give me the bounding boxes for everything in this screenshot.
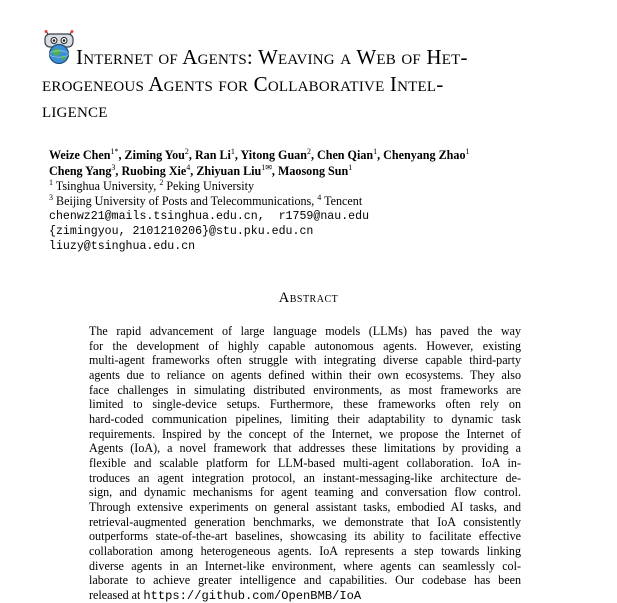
abstract-line: requirements. Inspired by the concept of the Internet, we propose the Internet of: [89, 426, 521, 441]
paper-title: [42, 44, 582, 124]
abstract-line: diverse agents in an Internet-like environment, where agents can seamlessly col-: [89, 558, 521, 573]
author-name: Maosong Sun: [277, 163, 349, 178]
abstract-line: flexible and scalable platform for LLM-based multi-agent collaboration. IoA in-: [89, 455, 521, 470]
title-line: Internet of Agents: Weaving a Web of Het-: [76, 45, 468, 69]
author-sup: 1: [465, 146, 470, 156]
author-line: Weize Chen$^{1*}$, Ziming You$^2$, Ran Li$^1$, Yitong Guan$^2$, Chen Qian$^1$, Chenyang Zhao$^1$: [49, 146, 470, 162]
author-name: Cheng Yang: [49, 163, 112, 178]
abstract-line: face challenges in simulating distributed environments, as most frameworks are: [89, 382, 521, 397]
abstract-line: agents due to reliance on agents defined within their own ecosystems. They also: [89, 367, 521, 382]
abstract-line: Through extensive experiments on general assistant tasks, embodied AI tasks, and: [89, 499, 521, 514]
title-line: ligence: [42, 98, 108, 122]
email-list: [49, 209, 369, 254]
codebase-link[interactable]: https://github.com/OpenBMB/IoA: [143, 588, 362, 603]
author-line: Cheng Yang$^3$, Ruobing Xie$^4$, Zhiyuan Liu$^{1✉}$, Maosong Sun$^1$: [49, 162, 353, 178]
author-name: Chenyang Zhao: [383, 148, 466, 162]
author-sup: 1: [348, 162, 353, 172]
abstract-text: released at: [89, 587, 144, 602]
email-line: chenwz21@mails.tsinghua.edu.cn, r1759@nau.edu: [49, 210, 370, 223]
abstract-body: [89, 324, 521, 603]
author-sup: 2: [306, 146, 311, 156]
affiliation-line: [49, 194, 362, 209]
author-name: Chen Qian: [316, 148, 374, 162]
affil-sup: 3: [49, 192, 53, 202]
affil-text: Tsinghua University,: [53, 179, 160, 193]
affil-sup: 2: [159, 177, 164, 187]
author-sup: 2: [184, 146, 189, 156]
author-sup: 1*: [110, 146, 119, 156]
affil-text: Tencent: [321, 194, 363, 208]
affiliation-line: [49, 179, 362, 194]
author-name: Ziming You: [124, 148, 185, 162]
author-name: Weize Chen: [49, 148, 111, 162]
author-sup: 1: [373, 146, 378, 156]
title-line: erogeneous Agents for Collaborative Intel-: [42, 71, 444, 96]
abstract-line: sign, and dynamic mechanisms for agent teaming and conversation flow control.: [89, 485, 521, 500]
author-name: Ruobing Xie: [121, 163, 187, 178]
abstract-line: Agents (IoA), a novel framework that addresses these limitations by providing a: [89, 441, 521, 456]
abstract-line: limited to single-device setups. Furthermore, these frameworks often rely on: [89, 397, 521, 412]
author-sup: 1✉: [261, 162, 272, 172]
author-list: [49, 148, 589, 179]
abstract-line: troduces an agent integration protocol, an instant-messaging-like architecture de-: [89, 470, 521, 485]
author-name: Ran Li: [194, 148, 231, 162]
affil-text: Beijing University of Posts and Telecommunications,: [53, 194, 318, 208]
author-sup: 4: [186, 162, 191, 172]
abstract-line: collaboration among heterogeneous agents. IoA represents a step towards linking: [89, 543, 521, 558]
abstract-line: hard-coded communication pipelines, limiting their adaptability to dynamic task: [89, 411, 521, 426]
email-line: liuzy@tsinghua.edu.cn: [49, 240, 196, 253]
abstract-line: The rapid advancement of large language models (LLMs) has paved the way: [89, 324, 521, 338]
abstract-line: retrieval-augmented generation benchmarks, we demonstrate that IoA consistently: [89, 514, 521, 529]
author-sup: 1: [230, 146, 235, 156]
author-sup: 3: [111, 162, 116, 172]
author-name: Zhiyuan Liu: [196, 163, 262, 178]
abstract-heading: Abstract: [278, 290, 339, 306]
abstract-line: for the development of highly capable autonomous agents. However, existing: [89, 338, 521, 353]
affil-sup: 1: [49, 177, 53, 187]
abstract-line: outperforms state-of-the-art baselines, showcasing its ability to facilitate effective: [89, 529, 521, 544]
email-line: {zimingyou, 2101210206}@stu.pku.edu.cn: [49, 225, 314, 238]
affil-sup: 4: [317, 192, 322, 202]
abstract-line: laborate to achieve greater intelligence and capabilities. Our codebase has been: [89, 573, 521, 588]
affil-text: Peking University: [163, 179, 255, 193]
abstract-line: multi-agent frameworks often struggle with integrating diverse capable third-party: [89, 353, 521, 368]
affiliation-list: [49, 179, 362, 209]
author-name: Yitong Guan: [240, 148, 307, 162]
abstract-line: [89, 588, 521, 603]
